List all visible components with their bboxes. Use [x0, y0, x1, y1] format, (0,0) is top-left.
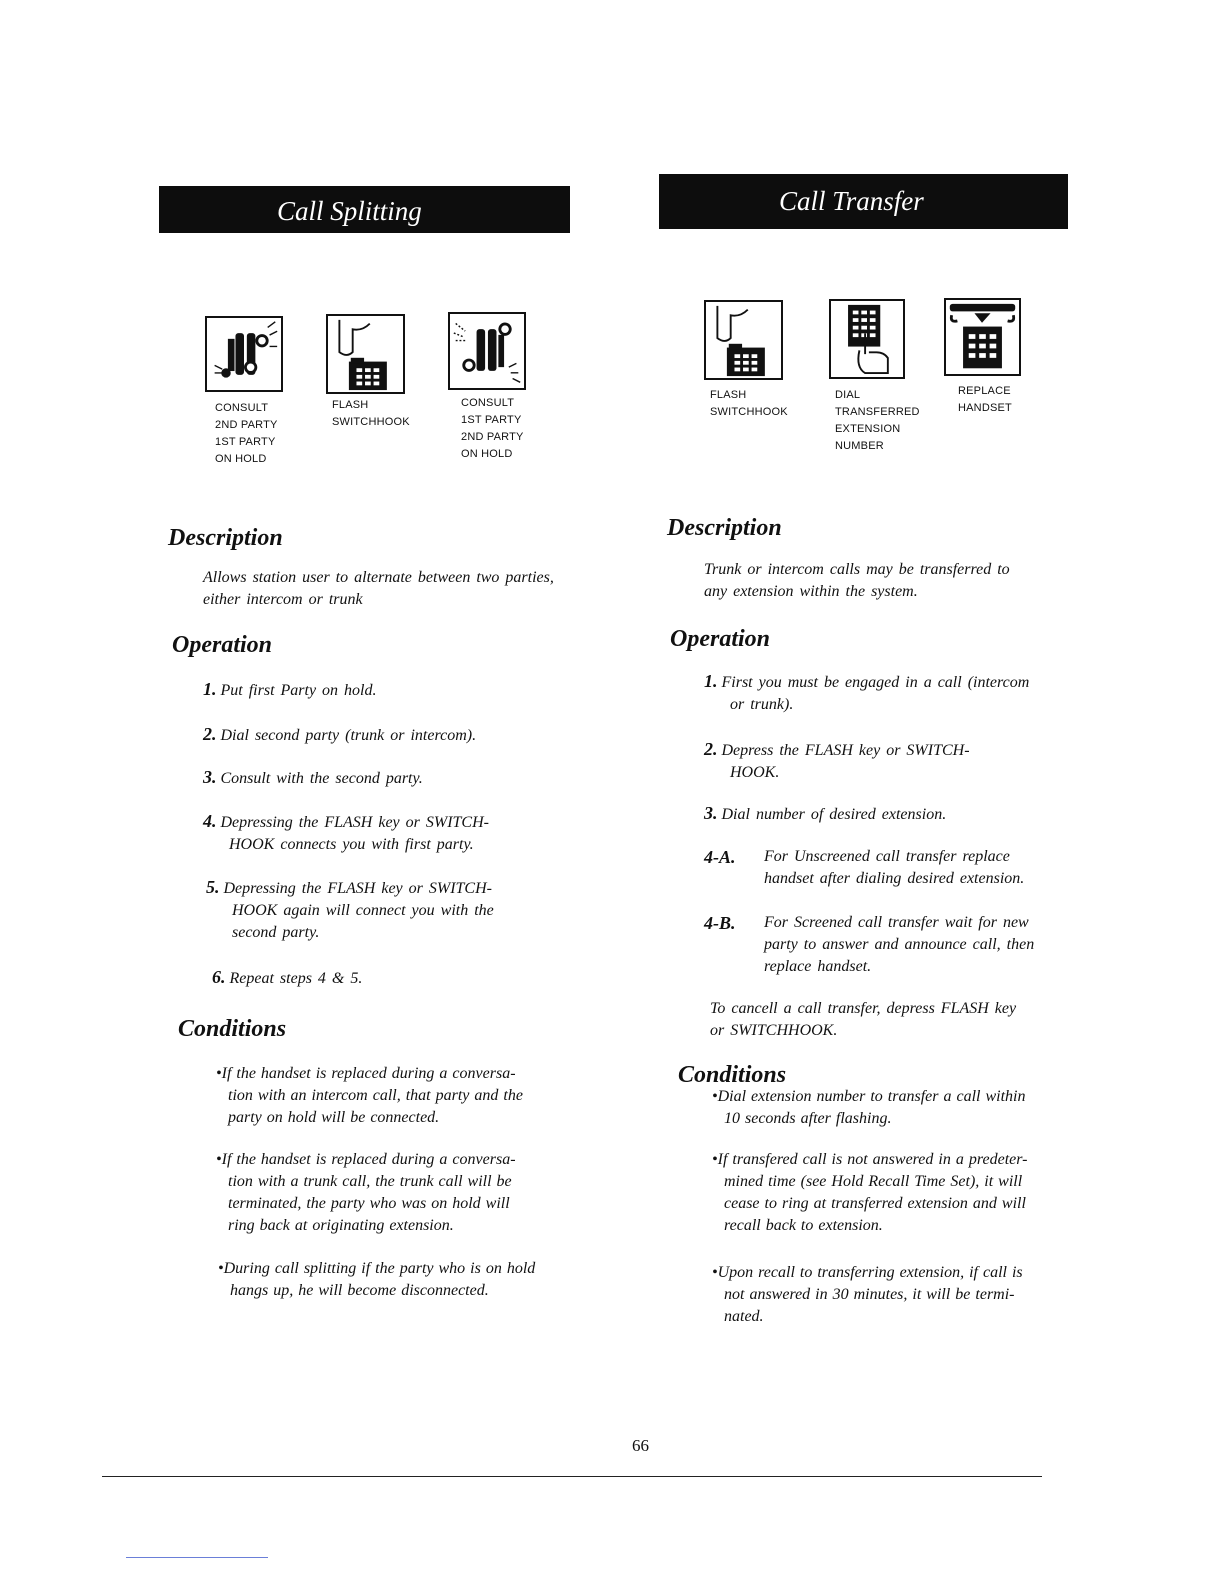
caption-line: HANDSET [958, 402, 1012, 414]
caption-line: NUMBER [835, 440, 884, 452]
step-text: Put first Party on hold. [220, 682, 377, 699]
step-number: 4. [203, 811, 217, 831]
list-item [212, 966, 362, 990]
list-item [203, 678, 377, 702]
step-text: Depressing the FLASH key or SWITCH- [220, 814, 489, 831]
step-text: Repeat steps 4 & 5. [229, 970, 363, 987]
bullet-text: terminated, the party who was on hold will [228, 1195, 510, 1212]
handset-pair-icon [205, 316, 283, 392]
page-number: 66 [632, 1436, 649, 1455]
caption-line: EXTENSION [835, 423, 901, 435]
step-text: replace handset. [764, 958, 872, 975]
step-number: 6. [212, 967, 226, 987]
list-item [203, 766, 423, 790]
bullet-text: cease to ring at transferred extension and will [724, 1195, 1026, 1212]
description-line: any extension within the system. [704, 583, 918, 600]
caption-line: DIAL [835, 389, 861, 401]
list-item [203, 810, 489, 856]
caption-line: 2ND PARTY [215, 419, 278, 431]
call-transfer-banner [659, 174, 1068, 229]
caption-line: SWITCHHOOK [710, 406, 788, 418]
step-text: party to answer and announce call, then [764, 936, 1035, 953]
icon-caption [835, 387, 920, 455]
step-number: 4-B. [704, 913, 736, 933]
step-number: 2. [704, 739, 718, 759]
step-number: 3. [704, 803, 718, 823]
operation-heading: Operation [172, 632, 273, 658]
description-heading: Description [168, 525, 283, 551]
bullet-text: •During call splitting if the party who is on hold [218, 1260, 536, 1277]
flash-switchhook-icon [704, 300, 783, 380]
step-text: or trunk). [730, 696, 794, 713]
icon-caption [215, 400, 278, 468]
caption-line: 1ST PARTY [215, 436, 276, 448]
cancel-note [710, 998, 1110, 1042]
list-item [216, 1149, 516, 1237]
list-item [712, 1262, 1023, 1328]
caption-line: 2ND PARTY [461, 431, 524, 443]
list-item [203, 723, 476, 747]
bullet-text: recall back to extension. [724, 1217, 883, 1234]
step-text: For Unscreened call transfer replace [764, 848, 1010, 865]
banner-title: Call Splitting [277, 196, 422, 226]
bullet-text: 10 seconds after flashing. [724, 1110, 892, 1127]
icon-caption [332, 397, 410, 431]
step-number: 5. [206, 877, 220, 897]
step-text: Depressing the FLASH key or SWITCH- [223, 880, 492, 897]
dial-keypad-icon [829, 299, 905, 379]
caption-line: TRANSFERRED [835, 406, 920, 418]
bullet-text: mined time (see Hold Recall Time Set), it will [724, 1173, 1023, 1190]
handset-pair-icon [448, 312, 526, 390]
description-line: Trunk or intercom calls may be transferred to [704, 561, 1010, 578]
call-splitting-banner [159, 186, 570, 233]
step-number: 2. [203, 724, 217, 744]
icon-caption [710, 387, 788, 421]
caption-line: ON HOLD [461, 448, 513, 460]
icon-caption [461, 395, 524, 463]
step-text: HOOK again will connect you with the [232, 902, 494, 919]
step-number: 1. [203, 679, 217, 699]
bullet-text: tion with an intercom call, that party and the [228, 1087, 523, 1104]
list-item [704, 846, 1094, 892]
banner-title: Call Transfer [779, 186, 924, 216]
step-text: HOOK connects you with first party. [229, 836, 474, 853]
step-text: Dial number of desired extension. [721, 806, 947, 823]
step-text: First you must be engaged in a call (intercom [721, 674, 1030, 691]
footer-accent-rule [126, 1557, 268, 1558]
list-item [704, 912, 1094, 980]
bullet-text: •If the handset is replaced during a conversa- [216, 1151, 516, 1168]
cancel-line: To cancell a call transfer, depress FLASH key [710, 1000, 1017, 1017]
bullet-text: •If transfered call is not answered in a predeter- [712, 1151, 1028, 1168]
description-heading: Description [667, 515, 782, 541]
footer-rule [102, 1476, 1042, 1477]
step-text: Dial second party (trunk or intercom). [220, 727, 477, 744]
step-text: HOOK. [730, 764, 780, 781]
replace-handset-icon [944, 298, 1021, 376]
list-item [704, 738, 970, 784]
bullet-text: party on hold will be connected. [228, 1109, 440, 1126]
caption-line: ON HOLD [215, 453, 267, 465]
caption-line: FLASH [710, 389, 747, 401]
bullet-text: not answered in 30 minutes, it will be termi- [724, 1286, 1015, 1303]
bullet-text: •Upon recall to transferring extension, if call is [712, 1264, 1023, 1281]
icon-caption [958, 383, 1012, 417]
bullet-text: hangs up, he will become disconnected. [230, 1282, 489, 1299]
caption-line: CONSULT [215, 402, 269, 414]
step-text: For Screened call transfer wait for new [764, 914, 1029, 931]
description-text [704, 559, 1104, 603]
step-number: 3. [203, 767, 217, 787]
caption-line: 1ST PARTY [461, 414, 522, 426]
bullet-text: nated. [724, 1308, 764, 1325]
bullet-text: •If the handset is replaced during a conversa- [216, 1065, 516, 1082]
list-item [704, 802, 946, 826]
list-item [712, 1086, 1025, 1130]
flash-switchhook-icon [326, 314, 405, 394]
list-item [704, 670, 1029, 716]
cancel-line: or SWITCHHOOK. [710, 1022, 838, 1039]
bullet-text: ring back at originating extension. [228, 1217, 454, 1234]
list-item [206, 876, 494, 944]
bullet-text: •Dial extension number to transfer a call within [712, 1088, 1026, 1105]
step-number: 1. [704, 671, 718, 691]
list-item [218, 1258, 535, 1302]
conditions-heading: Conditions [678, 1062, 787, 1088]
caption-line: SWITCHHOOK [332, 416, 410, 428]
list-item [216, 1063, 523, 1129]
list-item [712, 1149, 1027, 1237]
conditions-heading: Conditions [178, 1016, 287, 1042]
step-number: 4-A. [704, 847, 736, 867]
step-text: Consult with the second party. [220, 770, 423, 787]
description-text: Allows station user to alternate between two parties, either intercom or trunk [203, 569, 554, 608]
caption-line: FLASH [332, 399, 369, 411]
bullet-text: tion with a trunk call, the trunk call will be [228, 1173, 512, 1190]
step-text: handset after dialing desired extension. [764, 870, 1025, 887]
operation-heading: Operation [670, 626, 771, 652]
caption-line: CONSULT [461, 397, 515, 409]
step-text: Depress the FLASH key or SWITCH- [721, 742, 970, 759]
caption-line: REPLACE [958, 385, 1011, 397]
step-text: second party. [232, 924, 320, 941]
